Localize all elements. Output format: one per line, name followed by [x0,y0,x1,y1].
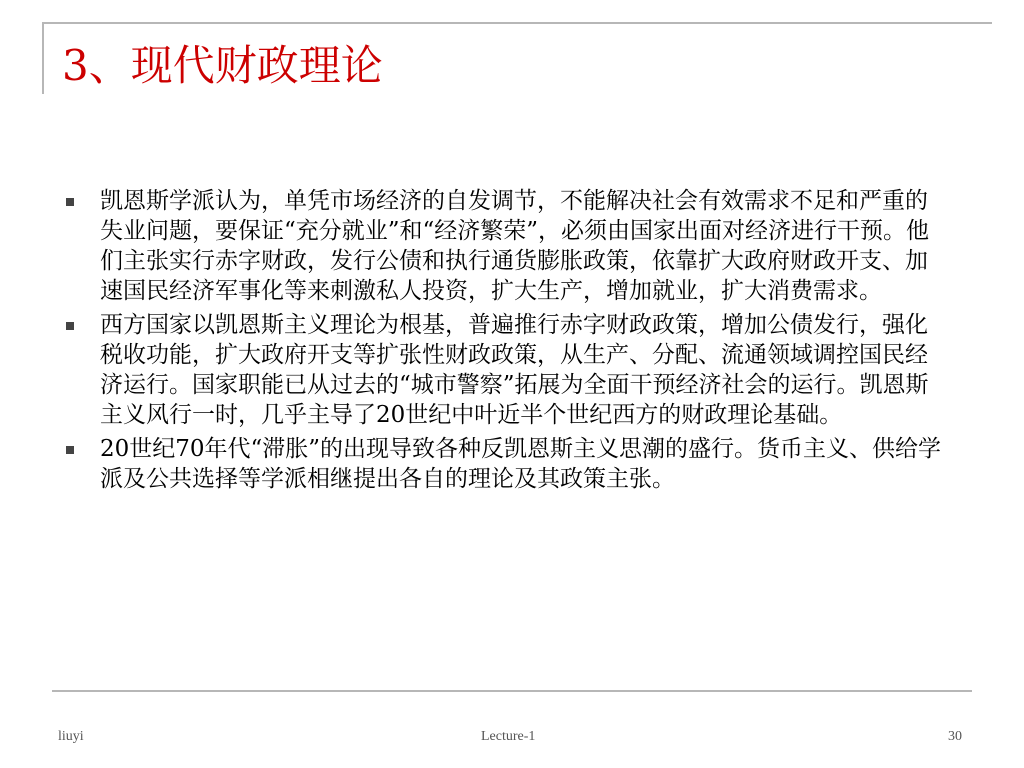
bullet-text: 20世纪70年代“滞胀”的出现导致各种反凯恩斯主义思潮的盛行。货币主义、供给学派及公共选择等学派相继提出各自的理论及其政策主张。 [100,436,942,492]
bullet-list [66,186,966,498]
bullet-item [66,310,950,430]
square-bullet-icon [66,198,74,206]
bullet-item [66,186,950,306]
square-bullet-icon [66,446,74,454]
footer-page-number: 30 [948,729,962,744]
footer-divider [52,690,972,692]
square-bullet-icon [66,322,74,330]
slide-title: 3、现代财政理论 [62,41,383,90]
bullet-text: 西方国家以凯恩斯主义理论为根基，普遍推行赤字财政政策，增加公债发行，强化税收功能，扩大政府开支等扩张性财政政策，从生产、分配、流通领域调控国民经济运行。国家职能已从过去的“城市警察”拓展为全面干预经济社会的运行。凯恩斯主义风行一时，几乎主导了20世纪中叶近半个世纪西方的财政理论基础。 [100,312,929,428]
footer-lecture-label: Lecture-1 [481,729,536,744]
left-frame-line [42,22,44,94]
bullet-item [66,434,950,494]
top-frame-line [42,22,992,24]
bullet-text: 凯恩斯学派认为，单凭市场经济的自发调节，不能解决社会有效需求不足和严重的失业问题，要保证“充分就业”和“经济繁荣”，必须由国家出面对经济进行干预。他们主张实行赤字财政，发行公债和执行通货膨胀政策，依靠扩大政府财政开支、加速国民经济军事化等来刺激私人投资，扩大生产，增加就业，扩大消费需求。 [100,188,930,304]
footer-author: liuyi [58,729,84,744]
